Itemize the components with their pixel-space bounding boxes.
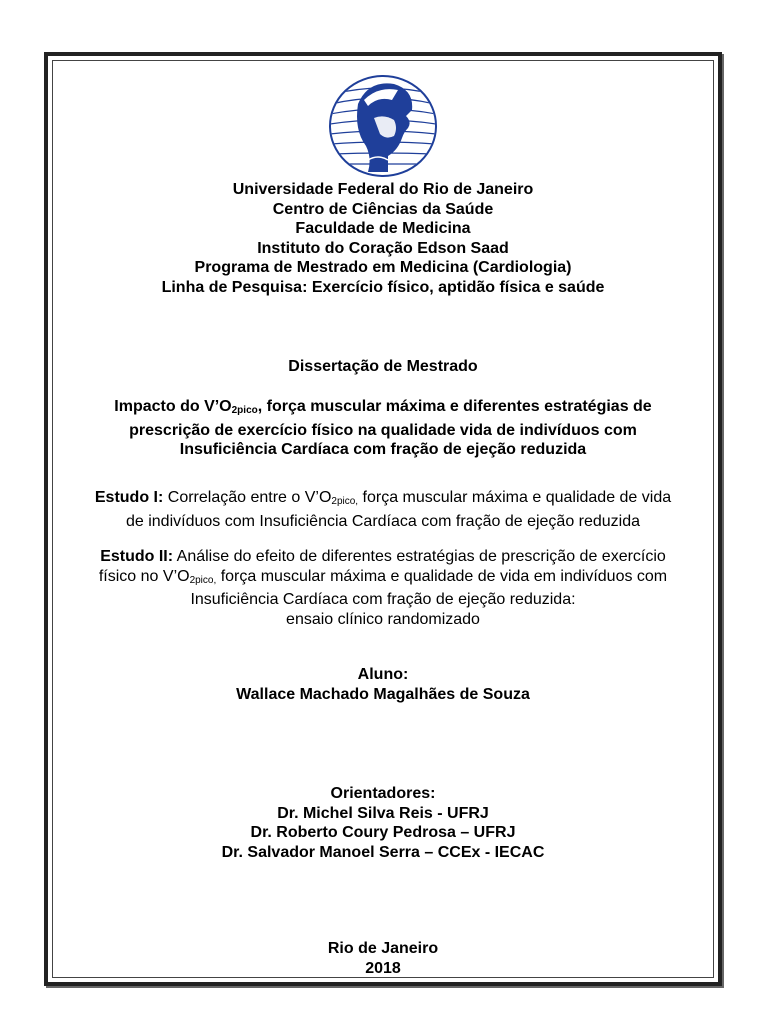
study-2-line-4: ensaio clínico randomizado bbox=[286, 610, 480, 628]
institution-header bbox=[48, 180, 718, 297]
document-type bbox=[48, 357, 718, 377]
study-1-line-1 bbox=[48, 488, 718, 512]
study-2-text-2a: físico no V’O bbox=[98, 567, 190, 585]
research-line: Linha de Pesquisa: Exercício físico, aptidão física e saúde bbox=[161, 278, 605, 296]
student-name: Wallace Machado Magalhães de Souza bbox=[236, 685, 530, 703]
document-type-text: Dissertação de Mestrado bbox=[288, 358, 478, 375]
title-line-3: Insuficiência Cardíaca com fração de ejeção reduzida bbox=[179, 441, 587, 458]
advisor-3: Dr. Salvador Manoel Serra – CCEx - IECAC bbox=[221, 843, 545, 861]
title-part-1: Impacto do V’O bbox=[114, 398, 232, 415]
dissertation-title bbox=[48, 397, 718, 460]
study-2-text-2b: força muscular máxima e qualidade de vida em indivíduos com bbox=[216, 567, 668, 585]
student-label: Aluno: bbox=[357, 666, 409, 683]
title-line-2: prescrição de exercício físico na qualidade vida de indivíduos com bbox=[129, 421, 637, 439]
ufrj-minerva-logo-icon bbox=[328, 74, 438, 178]
advisor-2: Dr. Roberto Coury Pedrosa – UFRJ bbox=[250, 824, 516, 841]
study-1-line-2: de indivíduos com Insuficiência Cardíaca com fração de ejeção reduzida bbox=[125, 512, 641, 530]
university-name: Universidade Federal do Rio de Janeiro bbox=[232, 181, 534, 198]
study-1-label: Estudo I: bbox=[94, 489, 164, 506]
study-2-line-3: Insuficiência Cardíaca com fração de ejeção reduzida: bbox=[190, 591, 576, 608]
student-section bbox=[48, 665, 718, 704]
study-1-text-2: força muscular máxima e qualidade de vida bbox=[358, 489, 672, 506]
advisor-1: Dr. Michel Silva Reis - UFRJ bbox=[277, 804, 489, 822]
footer-city: Rio de Janeiro bbox=[327, 940, 439, 957]
title-line-1 bbox=[48, 397, 718, 421]
study-2-line-1 bbox=[48, 547, 718, 567]
advisors-section bbox=[48, 784, 718, 862]
study-2-label: Estudo II: bbox=[100, 548, 174, 565]
footer-year: 2018 bbox=[365, 959, 401, 977]
footer bbox=[48, 939, 718, 978]
title-subscript: 2pico bbox=[231, 405, 258, 416]
faculty-name: Faculdade de Medicina bbox=[295, 220, 471, 237]
advisors-label: Orientadores: bbox=[330, 785, 436, 802]
study-2 bbox=[48, 547, 718, 629]
program-name: Programa de Mestrado em Medicina (Cardiologia) bbox=[194, 259, 572, 276]
study-2-line-2 bbox=[48, 567, 718, 591]
center-name: Centro de Ciências da Saúde bbox=[272, 200, 494, 218]
study-1 bbox=[48, 488, 718, 531]
study-1-text-1: Correlação entre o V’O bbox=[163, 489, 332, 506]
study-2-subscript: 2pico, bbox=[189, 574, 217, 586]
institute-name: Instituto do Coração Edson Saad bbox=[257, 239, 509, 257]
study-1-subscript: 2pico, bbox=[331, 496, 359, 507]
title-part-2: , força muscular máxima e diferentes estratégias de bbox=[257, 398, 652, 415]
study-2-text-1: Análise do efeito de diferentes estratégias de prescrição de exercício bbox=[173, 548, 666, 565]
